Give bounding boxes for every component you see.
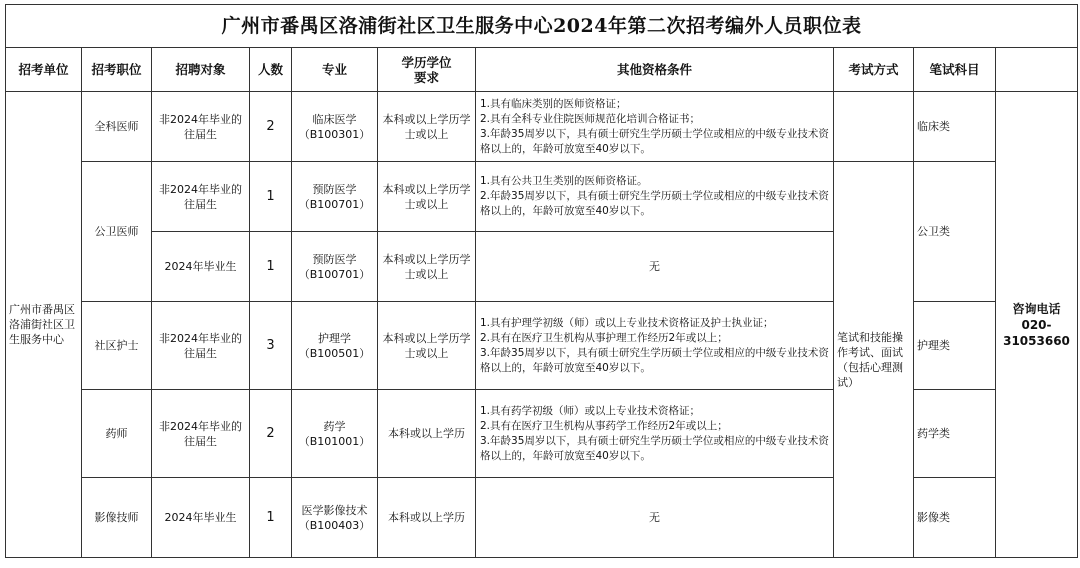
count-cell: 1: [250, 478, 292, 558]
table-row: [6, 390, 1078, 478]
major-cell: [292, 162, 378, 232]
major-code: （B101001）: [298, 434, 371, 448]
major-cell: [292, 232, 378, 302]
major-name: 护理学: [318, 331, 351, 345]
exam-method: 笔试和技能操作考试、面试（包括心理测试）: [834, 162, 914, 558]
position-name: 公卫医师: [82, 162, 152, 302]
position-name: 药师: [82, 390, 152, 478]
header-row: [6, 48, 1078, 92]
major-cell: [292, 390, 378, 478]
condition-line: 1.具有公共卫生类别的医师资格证。: [480, 175, 648, 187]
condition-line: 3.年龄35周岁以下，具有硕士研究生学历硕士学位或相应的中级专业技术资格以上的，年龄可放宽至40岁以下。: [480, 127, 829, 155]
education-cell: 本科或以上学历学士或以上: [378, 92, 476, 162]
condition-line: 1.具有药学初级（师）或以上专业技术资格证；: [480, 404, 701, 417]
count-cell: 2: [250, 92, 292, 162]
table-row: [6, 162, 1078, 232]
education-cell: 本科或以上学历学士或以上: [378, 302, 476, 390]
major-name: 临床医学: [312, 112, 357, 126]
exam-method-empty: [834, 92, 914, 162]
header-education-line1: 学历学位: [401, 54, 452, 70]
condition-line: 1.具有临床类别的医师资格证；: [480, 97, 627, 110]
unit-name: 广州市番禺区洛浦街社区卫生服务中心: [6, 92, 82, 558]
education-cell: 本科或以上学历: [378, 390, 476, 478]
header-education: [378, 48, 476, 92]
condition-line: 3.年龄35周岁以下，具有硕士研究生学历硕士学位或相应的中级专业技术资格以上的，年龄可放宽至40岁以下。: [480, 346, 829, 374]
header-unit: 招考单位: [6, 48, 82, 92]
header-target: 招聘对象: [152, 48, 250, 92]
education-cell: 本科或以上学历学士或以上: [378, 162, 476, 232]
header-empty: [996, 48, 1078, 92]
written-subject: 药学类: [914, 390, 996, 478]
target-cell: 非2024年毕业的往届生: [152, 162, 250, 232]
header-position: 招考职位: [82, 48, 152, 92]
header-other-conditions: 其他资格条件: [476, 48, 834, 92]
target-cell: 2024年毕业生: [152, 478, 250, 558]
conditions-cell: [476, 92, 834, 162]
condition-line: 3.年龄35周岁以下，具有硕士研究生学历硕士学位或相应的中级专业技术资格以上的，年龄可放宽至40岁以下。: [480, 434, 829, 462]
major-name: 预防医学: [312, 252, 357, 266]
target-cell: 2024年毕业生: [152, 232, 250, 302]
written-subject: 影像类: [914, 478, 996, 558]
header-exam-method: 考试方式: [834, 48, 914, 92]
count-cell: 2: [250, 390, 292, 478]
written-subject: 护理类: [914, 302, 996, 390]
count-cell: 3: [250, 302, 292, 390]
page-title: 广州市番禺区洛浦街社区卫生服务中心2024年第二次招考编外人员职位表: [6, 5, 1078, 48]
conditions-none: 无: [476, 478, 834, 558]
education-cell: 本科或以上学历: [378, 478, 476, 558]
count-cell: 1: [250, 162, 292, 232]
conditions-cell: [476, 162, 834, 232]
condition-line: 2.具有全科专业住院医师规范化培训合格证书；: [480, 112, 701, 125]
major-code: （B100701）: [298, 267, 371, 281]
conditions-cell: [476, 302, 834, 390]
conditions-none: 无: [476, 232, 834, 302]
header-written-subject: 笔试科目: [914, 48, 996, 92]
major-cell: [292, 302, 378, 390]
major-name: 药学: [323, 419, 346, 433]
major-cell: [292, 92, 378, 162]
major-code: （B100501）: [298, 346, 371, 360]
major-cell: [292, 478, 378, 558]
table-row: [6, 478, 1078, 558]
recruitment-table: [5, 4, 1078, 558]
position-name: 全科医师: [82, 92, 152, 162]
target-cell: 非2024年毕业的往届生: [152, 92, 250, 162]
header-count: 人数: [250, 48, 292, 92]
major-name: 预防医学: [312, 182, 357, 196]
table-row: [6, 92, 1078, 162]
position-name: 影像技师: [82, 478, 152, 558]
written-subject: 公卫类: [914, 162, 996, 302]
education-cell: 本科或以上学历学士或以上: [378, 232, 476, 302]
header-education-line2: 要求: [413, 69, 439, 85]
target-cell: 非2024年毕业的往届生: [152, 302, 250, 390]
count-cell: 1: [250, 232, 292, 302]
condition-line: 1.具有护理学初级（师）或以上专业技术资格证及护士执业证；: [480, 316, 774, 329]
contact-label: 咨询电话: [1012, 301, 1061, 316]
written-subject: 临床类: [914, 92, 996, 162]
contact-phone-1: 020-: [1021, 317, 1052, 332]
condition-line: 2.年龄35周岁以下，具有硕士研究生学历硕士学位或相应的中级专业技术资格以上的，年龄可放宽至40岁以下。: [480, 190, 829, 217]
target-cell: 非2024年毕业的往届生: [152, 390, 250, 478]
header-major: 专业: [292, 48, 378, 92]
major-code: （B100701）: [298, 197, 371, 211]
major-code: （B100301）: [298, 127, 371, 141]
condition-line: 2.具有在医疗卫生机构从事护理工作经历2年或以上；: [480, 331, 728, 344]
condition-line: 2.具有在医疗卫生机构从事药学工作经历2年或以上；: [480, 419, 728, 432]
table-row: [6, 302, 1078, 390]
conditions-cell: [476, 390, 834, 478]
position-name: 社区护士: [82, 302, 152, 390]
contact-phone-2: 31053660: [1003, 333, 1070, 348]
major-name: 医学影像技术: [301, 503, 368, 517]
contact-cell: [996, 92, 1078, 558]
major-code: （B100403）: [298, 518, 371, 532]
